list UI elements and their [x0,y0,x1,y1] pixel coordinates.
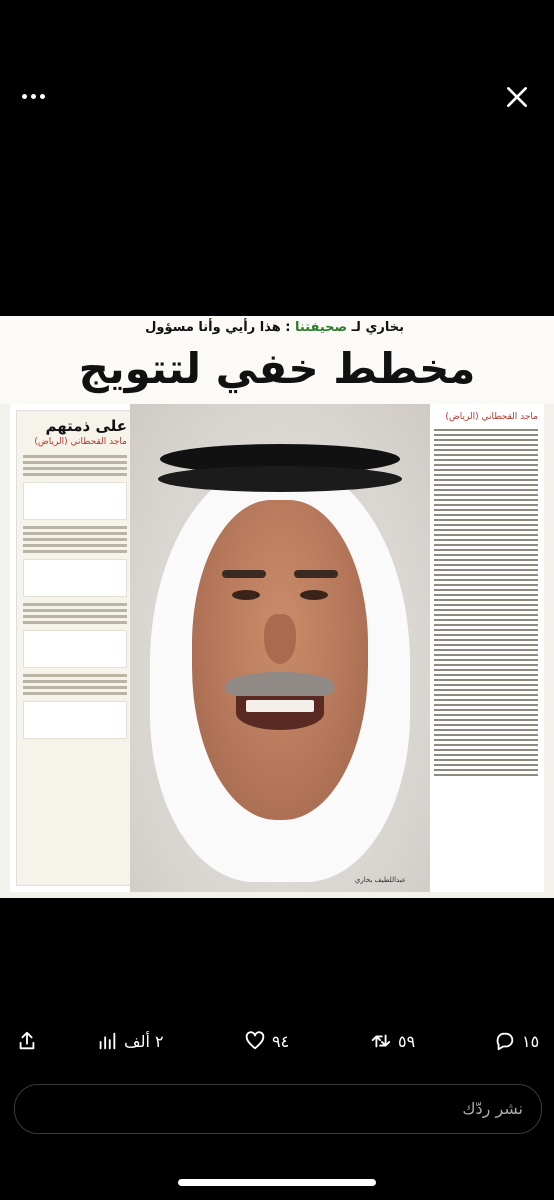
left-column-author: ماجد القحطاني (الرياض) [34,437,127,447]
right-column-author: ماجد القحطاني (الرياض) [445,412,538,422]
reply-input[interactable] [14,1084,542,1134]
close-icon [504,84,530,110]
tweet-media-image[interactable] [0,316,554,898]
embedded-tweet [23,630,127,668]
top-bar [0,0,554,200]
replies-label: ١٥ [522,1031,540,1051]
views-count[interactable] [96,1030,164,1052]
close-button[interactable] [504,84,530,110]
eyebrow-shape [294,570,338,578]
newspaper-header [0,316,554,404]
embedded-tweet [23,701,127,739]
newspaper-subheadline [145,320,404,335]
subheadline-prefix: بخاري لـ [351,320,404,335]
left-column-text [23,674,127,695]
bar-chart-icon [96,1030,118,1052]
more-options-button[interactable] [22,84,52,108]
newspaper-headline: مخطط خفي لتتويج [78,344,476,393]
heart-icon [244,1030,266,1052]
agal-shape [158,466,402,492]
more-horizontal-icon [31,94,36,99]
views-label: ٢ ألف [124,1031,164,1051]
mustache-shape [226,672,334,698]
reply-placeholder: نشر ردّك [462,1099,523,1118]
share-button[interactable] [16,1030,38,1052]
left-column-text [23,526,127,553]
embedded-tweet [23,559,127,597]
tweet-actions-bar [0,1010,554,1070]
nose-shape [264,614,296,664]
eye-shape [300,590,328,600]
retweets-label: ٥٩ [398,1031,416,1051]
left-column-text [23,603,127,624]
newspaper-page [10,404,544,892]
portrait-photo [130,404,430,892]
like-button[interactable] [244,1030,289,1052]
subheadline-brand: صحيفتنا [294,320,348,335]
left-column [16,410,134,886]
left-column-title: على ذمتهم [45,417,127,435]
right-column-text [434,429,538,776]
left-column-text [23,455,127,476]
reply-button[interactable] [494,1030,539,1052]
photo-caption: عبداللطيف بخاري [354,876,406,884]
eyebrow-shape [222,570,266,578]
subheadline-suffix: : هذا رأيي وأنا مسؤول [145,320,291,335]
retweet-icon [370,1030,392,1052]
home-indicator [178,1179,376,1186]
right-column [434,410,538,886]
retweet-button[interactable] [370,1030,415,1052]
teeth-shape [246,700,314,712]
more-horizontal-icon [40,94,45,99]
likes-label: ٩٤ [272,1031,290,1051]
more-horizontal-icon [22,94,27,99]
share-icon [16,1030,38,1052]
eye-shape [232,590,260,600]
reply-icon [494,1030,516,1052]
embedded-tweet [23,482,127,520]
